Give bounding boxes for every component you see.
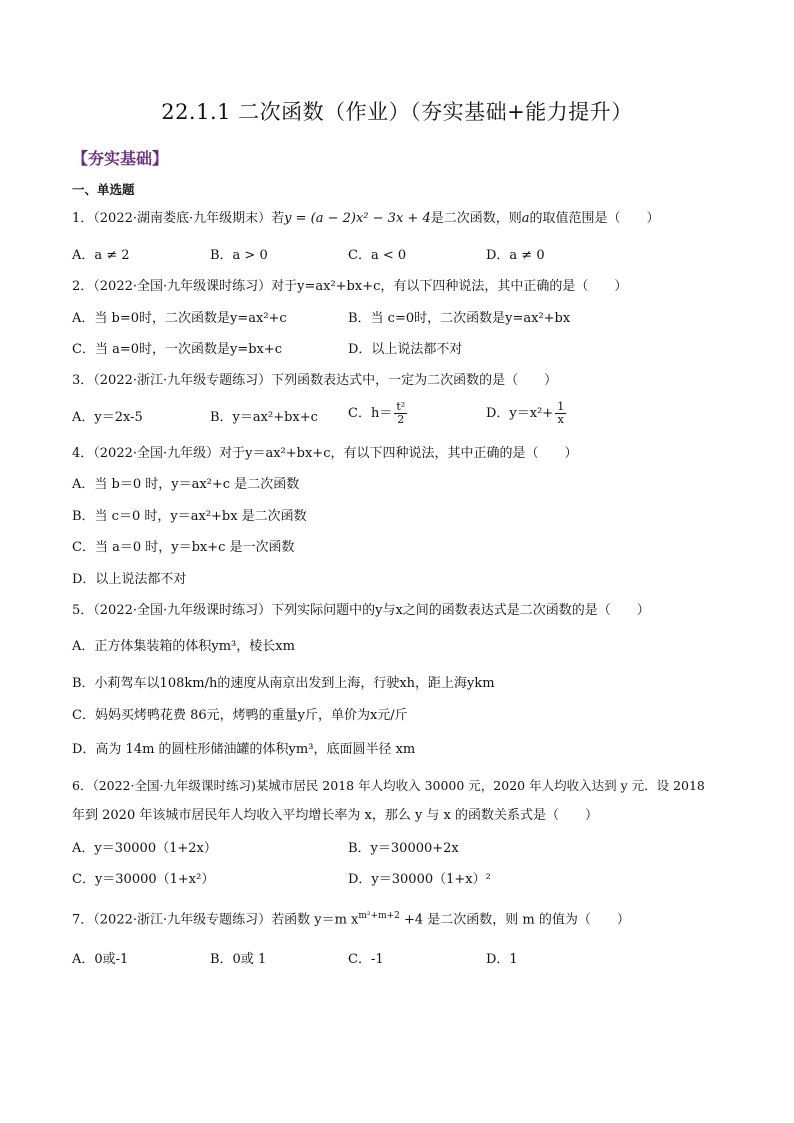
section-heading: 【夯实基础】 — [72, 149, 169, 168]
question-4-stem: 4．（2022·全国·九年级）对于y＝ax²+bx+c，有以下四种说法，其中正确的是（ ） — [72, 446, 578, 461]
subsection-heading: 一、单选题 — [72, 182, 135, 197]
option-b[interactable]: B．当 c＝0 时，y＝ax²+bx 是二次函数 — [72, 509, 307, 524]
option-d[interactable] — [486, 401, 568, 426]
option-d[interactable]: D．以上说法都不对 — [72, 572, 187, 587]
option-b[interactable]: B．a > 0 — [210, 248, 268, 263]
option-c[interactable]: C．妈妈买烤鸭花费 86元，烤鸭的重量y斤，单价为x元/斤 — [72, 708, 408, 723]
text: 7．（2022·浙江·九年级专题练习）若函数 y＝m x — [72, 912, 359, 928]
option-a[interactable]: A．0或-1 — [72, 952, 129, 967]
option-d[interactable]: D．以上说法都不对 — [348, 342, 463, 357]
question-2-stem: 2．（2022·全国·九年级课时练习）对于y=ax²+bx+c，有以下四种说法，其中正确的是（ ） — [72, 279, 628, 294]
option-d[interactable]: D．1 — [486, 952, 518, 967]
option-b[interactable]: B．y＝30000+2x — [348, 841, 459, 856]
option-c[interactable]: C．当 a=0时，一次函数是y=bx+c — [72, 342, 283, 357]
option-d[interactable]: D．a ≠ 0 — [486, 248, 545, 263]
option-c[interactable] — [348, 401, 409, 426]
option-c[interactable]: C．-1 — [348, 952, 384, 967]
numerator: 1 — [557, 400, 565, 413]
option-a[interactable]: A．y＝30000（1+2x） — [72, 841, 217, 856]
option-a[interactable]: A．a ≠ 2 — [72, 248, 130, 263]
fraction — [394, 401, 407, 426]
exponent: m²+m+2 — [358, 911, 400, 921]
denominator: x — [557, 413, 564, 426]
option-b[interactable]: B．0或 1 — [210, 952, 267, 967]
question-source: （2022·湖南娄底·九年级期末） — [93, 211, 272, 226]
question-number: 1． — [72, 211, 94, 226]
denominator: 2 — [397, 413, 405, 426]
math-variable: a — [521, 211, 530, 226]
math-expression: y = (a − 2)x² − 3x + 4 — [284, 211, 431, 226]
question-7-stem — [72, 907, 630, 929]
fraction — [555, 401, 566, 426]
option-a[interactable]: A．y＝2x-5 — [72, 410, 143, 425]
question-6-stem-line-2: 年到 2020 年该城市居民年人均收入平均增长率为 x，那么 y 与 x 的函数关系式是（ ） — [72, 808, 599, 823]
option-d[interactable]: D．高为 14m 的圆柱形储油罐的体积ym³，底面圆半径 xm — [72, 742, 416, 757]
option-a[interactable]: A．当 b=0时，二次函数是y=ax²+c — [72, 311, 287, 326]
option-c[interactable]: C．y＝30000（1+x²） — [72, 872, 215, 887]
option-b[interactable]: B．y＝ax²+bx+c — [210, 410, 318, 425]
option-b[interactable]: B．当 c=0时，二次函数是y=ax²+bx — [348, 311, 571, 326]
option-a[interactable]: A．正方体集装箱的体积ym³，棱长xm — [72, 639, 295, 654]
numerator: t² — [396, 400, 406, 413]
question-1-stem — [72, 210, 660, 228]
option-label: C．h＝ — [348, 406, 393, 421]
option-c[interactable]: C．当 a＝0 时，y＝bx+c 是一次函数 — [72, 540, 295, 555]
option-a[interactable]: A．当 b＝0 时，y＝ax²+c 是二次函数 — [72, 477, 300, 492]
text: 是二次函数，则 — [430, 211, 522, 226]
page-title: 22.1.1 二次函数（作业）（夯实基础+能力提升） — [161, 100, 633, 124]
question-6-stem-line-1: 6．（2022·全国·九年级课时练习)某城市居民 2018 年人均收入 30000 元，2020 年人均收入达到 y 元．设 2018 — [72, 778, 705, 793]
question-3-stem: 3．（2022·浙江·九年级专题练习）下列函数表达式中，一定为二次函数的是（ ） — [72, 373, 558, 388]
text: +4 是二次函数，则 m 的值为（ ） — [399, 912, 630, 928]
option-b[interactable]: B．小莉驾车以108km/h的速度从南京出发到上海，行驶xh，距上海ykm — [72, 676, 495, 691]
option-label: D．y＝x²+ — [486, 406, 554, 421]
option-d[interactable]: D．y＝30000（1+x）² — [348, 872, 491, 887]
text: 的取值范围是（ ） — [529, 211, 660, 226]
text: 若 — [271, 211, 285, 226]
option-c[interactable]: C．a < 0 — [348, 248, 407, 263]
question-5-stem: 5．（2022·全国·九年级课时练习）下列实际问题中的y与x之间的函数表达式是二次函数的是（ ） — [72, 603, 650, 618]
